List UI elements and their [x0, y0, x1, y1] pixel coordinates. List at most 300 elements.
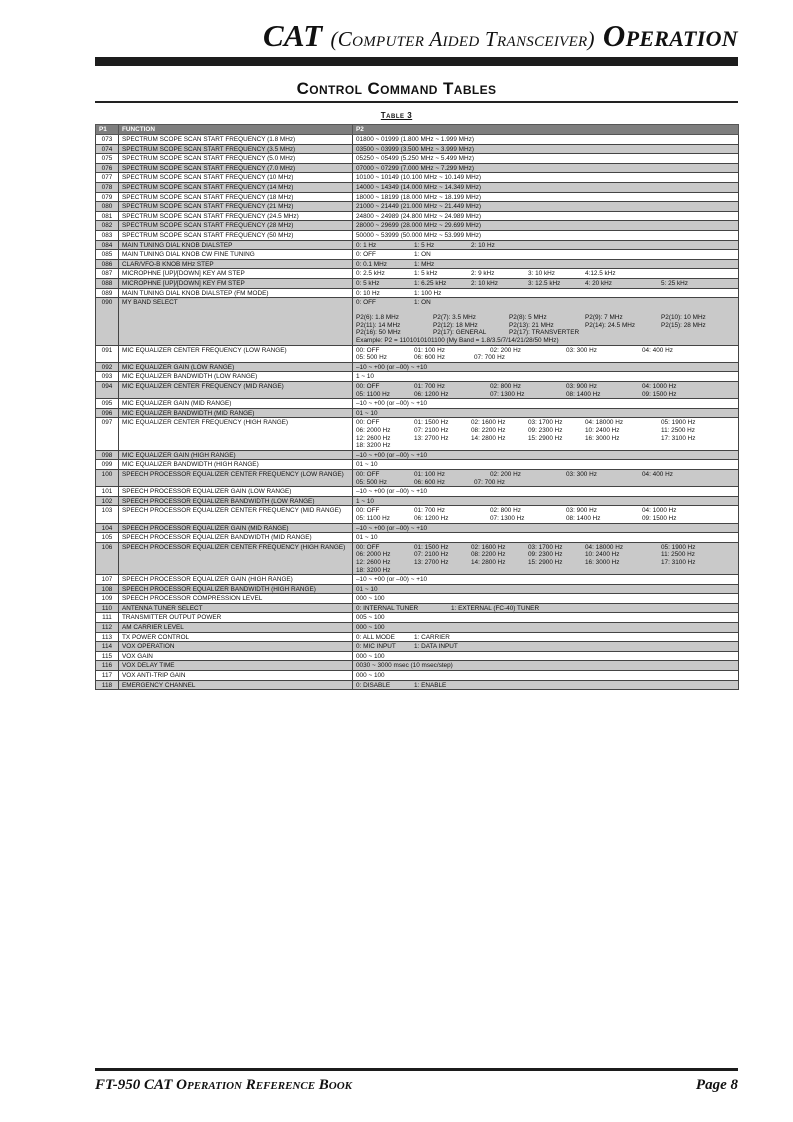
p2-value: 05: 1900 Hz	[661, 543, 696, 551]
row-p1: 093	[96, 372, 119, 382]
p2-value: 1: 5 Hz	[414, 241, 435, 249]
p2-value: 11: 2500 Hz	[661, 427, 695, 434]
table-row	[96, 163, 739, 173]
p2-value: 02: 1600 Hz	[471, 419, 506, 427]
p2-line	[356, 242, 735, 250]
row-function: MICROPHNE [UP]/[DOWN] KEY FM STEP	[119, 278, 353, 288]
row-p2	[353, 182, 739, 192]
p2-line	[356, 364, 735, 372]
row-p1: 092	[96, 362, 119, 372]
row-p1: 118	[96, 680, 119, 690]
page-header	[95, 18, 738, 58]
p2-value: 03: 900 Hz	[566, 507, 597, 515]
row-function: VOX OPERATION	[119, 642, 353, 652]
table-row	[96, 192, 739, 202]
p2-value: 2: 9 kHz	[471, 270, 495, 278]
p2-value: 14: 2800 Hz	[471, 558, 506, 566]
p2-value: 0: MIC INPUT	[356, 643, 396, 651]
p2-value: 01 ~ 10	[356, 585, 378, 593]
p2-value: 0: INTERNAL TUNER	[356, 604, 419, 612]
p2-value: 01800 ~ 01999 (1.800 MHz ~ 1.999 MHz)	[356, 136, 474, 143]
p2-value: 0: 10 Hz	[356, 289, 380, 297]
row-function: MICROPHNE [UP]/[DOWN] KEY AM STEP	[119, 269, 353, 279]
p2-value: 005 ~ 100	[356, 614, 385, 622]
p2-value: 1: DATA INPUT	[414, 643, 458, 651]
p2-value: 05250 ~ 05499 (5.250 MHz ~ 5.499 MHz)	[356, 155, 474, 163]
p2-value: 0030 ~ 3000 msec (10 msec/step)	[356, 662, 453, 670]
p2-value: 06: 600 Hz	[414, 478, 445, 486]
col-header-p1: P1	[96, 125, 119, 135]
p2-value: –10 ~ +00 (or –00) ~ +10	[356, 576, 428, 584]
p2-value: 03: 1700 Hz	[528, 419, 563, 427]
row-p1: 111	[96, 613, 119, 623]
table-row	[96, 651, 739, 661]
row-p2	[353, 506, 739, 523]
row-p1: 107	[96, 575, 119, 585]
title-subtitle: (Computer Aided Transceiver)	[330, 27, 595, 51]
p2-value: 2: 10 kHz	[471, 279, 498, 287]
table-row	[96, 680, 739, 690]
row-p2	[353, 418, 739, 450]
p2-value: 1 ~ 10	[356, 373, 374, 381]
row-function: SPEECH PROCESSOR EQUALIZER CENTER FREQUENCY (LOW RANGE)	[119, 469, 353, 486]
row-function: SPEECH PROCESSOR EQUALIZER GAIN (HIGH RANGE)	[119, 575, 353, 585]
row-p1: 074	[96, 144, 119, 154]
p2-value: –10 ~ +00 (or –00) ~ +10	[356, 363, 428, 371]
row-p2	[353, 469, 739, 486]
table-row	[96, 603, 739, 613]
table-row	[96, 278, 739, 288]
row-p2	[353, 250, 739, 260]
p2-value: 06: 2000 Hz	[356, 427, 391, 434]
p2-value: 1: 6.25 kHz	[414, 279, 447, 287]
p2-line	[356, 383, 735, 391]
row-p1: 076	[96, 163, 119, 173]
table-row	[96, 345, 739, 362]
p2-line	[356, 525, 735, 533]
p2-value: 1: ON	[414, 299, 431, 307]
row-p1: 097	[96, 418, 119, 450]
row-function: SPECTRUM SCOPE SCAN START FREQUENCY (7.0 MHz)	[119, 163, 353, 173]
table-row	[96, 259, 739, 269]
p2-value: 00: OFF	[356, 543, 380, 551]
table-row	[96, 594, 739, 604]
row-p1: 098	[96, 450, 119, 460]
p2-line	[356, 435, 735, 443]
row-function: MAIN TUNING DIAL KNOB CW FINE TUNING	[119, 250, 353, 260]
p2-value: 000 ~ 100	[356, 672, 385, 680]
p2-value: 00: OFF	[356, 470, 380, 478]
p2-line	[356, 605, 735, 613]
p2-value: 02: 1600 Hz	[471, 543, 506, 551]
row-p1: 075	[96, 154, 119, 164]
p2-value: 07: 700 Hz	[474, 354, 505, 362]
row-p1: 103	[96, 506, 119, 523]
p2-value: 02: 200 Hz	[490, 346, 521, 354]
row-p2	[353, 240, 739, 250]
p2-value: –10 ~ +00 (or –00) ~ +10	[356, 488, 428, 496]
p2-line	[356, 452, 735, 460]
p2-value: 1: 100 Hz	[414, 289, 442, 297]
p2-line	[356, 329, 735, 337]
row-p1: 112	[96, 623, 119, 633]
p2-value: 4:12.5 kHz	[585, 270, 616, 278]
p2-value: 15: 2900 Hz	[528, 558, 563, 566]
p2-value: 3: 10 kHz	[528, 270, 555, 278]
row-p2	[353, 173, 739, 183]
p2-line	[356, 373, 735, 381]
p2-line	[356, 410, 735, 418]
p2-value: 07: 1300 Hz	[490, 390, 525, 398]
p2-value: 3: 12.5 kHz	[528, 279, 561, 287]
row-p2	[353, 623, 739, 633]
section-rule	[95, 101, 738, 103]
p2-line	[356, 391, 735, 399]
row-p1: 113	[96, 632, 119, 642]
p2-value: 01: 1500 Hz	[414, 419, 449, 427]
p2-value: 01 ~ 10	[356, 409, 378, 417]
row-p1: 109	[96, 594, 119, 604]
row-p2	[353, 399, 739, 409]
row-p1: 081	[96, 211, 119, 221]
p2-line	[356, 203, 735, 211]
p2-line	[356, 322, 735, 330]
row-p2	[353, 661, 739, 671]
p2-value: P2(15): 28 MHz	[661, 321, 706, 329]
p2-value: 09: 2300 Hz	[528, 427, 563, 434]
row-function: SPEECH PROCESSOR EQUALIZER BANDWIDTH (HIGH RANGE)	[119, 584, 353, 594]
p2-line	[356, 442, 735, 450]
row-function: MIC EQUALIZER GAIN (HIGH RANGE)	[119, 450, 353, 460]
p2-line	[356, 400, 735, 408]
table-row	[96, 288, 739, 298]
p2-value: 08: 1400 Hz	[566, 390, 601, 398]
p2-value: 02: 200 Hz	[490, 470, 521, 478]
p2-value: 04: 1000 Hz	[642, 507, 677, 515]
row-p1: 096	[96, 408, 119, 418]
table-row	[96, 382, 739, 399]
p2-line	[356, 307, 735, 315]
p2-value: 1 ~ 10	[356, 497, 374, 505]
p2-line	[356, 634, 735, 642]
p2-value: 2: 10 Hz	[471, 241, 495, 249]
row-p2	[353, 408, 739, 418]
p2-line	[356, 419, 735, 427]
row-p2	[353, 221, 739, 231]
p2-line	[356, 544, 735, 552]
footer-page-number: Page 8	[695, 1077, 738, 1093]
table-row	[96, 460, 739, 470]
row-function: SPEECH PROCESSOR EQUALIZER CENTER FREQUENCY (HIGH RANGE)	[119, 542, 353, 574]
p2-line	[356, 515, 735, 523]
p2-value: 0: DISABLE	[356, 681, 391, 689]
row-p1: 090	[96, 298, 119, 346]
p2-value: 01: 100 Hz	[414, 470, 445, 478]
p2-line	[356, 155, 735, 163]
section-title: Control Command Tables	[296, 79, 497, 98]
row-function: SPECTRUM SCOPE SCAN START FREQUENCY (14 MHz)	[119, 182, 353, 192]
row-function: VOX ANTI-TRIP GAIN	[119, 671, 353, 681]
p2-value: 00: OFF	[356, 383, 380, 391]
p2-value: 1: ON	[414, 251, 431, 259]
row-p2	[353, 372, 739, 382]
row-p1: 114	[96, 642, 119, 652]
p2-value: P2(13): 21 MHz	[509, 321, 554, 329]
table-row	[96, 399, 739, 409]
row-p2	[353, 680, 739, 690]
p2-value: –10 ~ +00 (or –00) ~ +10	[356, 524, 428, 532]
p2-value: 13: 2700 Hz	[414, 558, 449, 566]
p2-line	[356, 567, 735, 575]
p2-value: 5: 25 kHz	[661, 279, 688, 287]
p2-value: 01: 700 Hz	[414, 507, 445, 515]
table-row	[96, 418, 739, 450]
p2-line	[356, 314, 735, 322]
row-function: MIC EQUALIZER CENTER FREQUENCY (LOW RANGE)	[119, 345, 353, 362]
page-title	[263, 18, 738, 54]
footer-book-name: Operation Reference Book	[176, 1077, 353, 1093]
row-p1: 116	[96, 661, 119, 671]
p2-line	[356, 146, 735, 154]
p2-value: 08: 1400 Hz	[566, 514, 601, 522]
row-p2	[353, 144, 739, 154]
p2-value: –10 ~ +00 (or –00) ~ +10	[356, 400, 428, 408]
p2-value: 06: 600 Hz	[414, 354, 445, 362]
row-p1: 083	[96, 230, 119, 240]
table-row	[96, 408, 739, 418]
footer-rule	[95, 1068, 738, 1071]
row-function: MIC EQUALIZER GAIN (MID RANGE)	[119, 399, 353, 409]
p2-line	[356, 174, 735, 182]
row-p2	[353, 613, 739, 623]
p2-line	[356, 165, 735, 173]
row-p1: 089	[96, 288, 119, 298]
p2-value: P2(10): 10 MHz	[661, 314, 706, 322]
table-row	[96, 372, 739, 382]
p2-value: P2(16): 50 MHz	[356, 329, 401, 337]
table-row	[96, 506, 739, 523]
row-p1: 095	[96, 399, 119, 409]
p2-value: P2(12): 18 MHz	[433, 321, 478, 329]
table-row	[96, 487, 739, 497]
row-p1: 115	[96, 651, 119, 661]
p2-value: P2(14): 24.5 MHz	[585, 321, 636, 329]
row-function: MIC EQUALIZER BANDWIDTH (MID RANGE)	[119, 408, 353, 418]
p2-value: 24800 ~ 24989 (24.800 MHz ~ 24.989 MHz)	[356, 212, 482, 220]
row-p2	[353, 632, 739, 642]
row-p2	[353, 450, 739, 460]
p2-line	[356, 299, 735, 307]
row-p1: 104	[96, 523, 119, 533]
row-p1: 102	[96, 496, 119, 506]
p2-line	[356, 213, 735, 221]
p2-line	[356, 479, 735, 487]
row-p2	[353, 603, 739, 613]
p2-value: 0: OFF	[356, 299, 376, 307]
p2-line	[356, 347, 735, 355]
table-row	[96, 221, 739, 231]
p2-value: P2(8): 5 MHz	[509, 314, 547, 322]
row-p2	[353, 202, 739, 212]
p2-value: 03: 900 Hz	[566, 383, 597, 391]
row-p1: 085	[96, 250, 119, 260]
row-function: MIC EQUALIZER CENTER FREQUENCY (MID RANGE)	[119, 382, 353, 399]
p2-value: 09: 1500 Hz	[642, 514, 677, 522]
table-row	[96, 661, 739, 671]
row-p2	[353, 671, 739, 681]
p2-value: 10100 ~ 10149 (10.100 MHz ~ 10.149 MHz)	[356, 174, 482, 182]
p2-value: 09: 2300 Hz	[528, 551, 563, 559]
row-p2	[353, 230, 739, 240]
p2-line	[356, 576, 735, 584]
row-function: VOX GAIN	[119, 651, 353, 661]
p2-value: 04: 18000 Hz	[585, 543, 624, 551]
row-function: MIC EQUALIZER BANDWIDTH (HIGH RANGE)	[119, 460, 353, 470]
table-caption: Table 3	[380, 111, 413, 120]
table-row	[96, 450, 739, 460]
p2-value: 00: OFF	[356, 346, 380, 354]
row-p1: 084	[96, 240, 119, 250]
p2-value: 0: 1 Hz	[356, 241, 377, 249]
p2-value: 0: OFF	[356, 251, 376, 259]
p2-value: 01: 100 Hz	[414, 346, 445, 354]
table-body	[96, 135, 739, 690]
row-p2	[353, 460, 739, 470]
row-p2	[353, 382, 739, 399]
table-row	[96, 269, 739, 279]
table-header-row	[96, 125, 739, 135]
p2-line	[356, 251, 735, 259]
row-p1: 082	[96, 221, 119, 231]
p2-line	[356, 559, 735, 567]
p2-line	[356, 261, 735, 269]
row-function: SPECTRUM SCOPE SCAN START FREQUENCY (18 MHz)	[119, 192, 353, 202]
row-function: SPECTRUM SCOPE SCAN START FREQUENCY (24.5 MHz)	[119, 211, 353, 221]
p2-line	[356, 551, 735, 559]
p2-value: P2(6): 1.8 MHz	[356, 314, 399, 322]
table-row	[96, 613, 739, 623]
p2-value: 03500 ~ 03999 (3.500 MHz ~ 3.999 MHz)	[356, 145, 474, 153]
row-p1: 079	[96, 192, 119, 202]
p2-value: 02: 800 Hz	[490, 383, 521, 391]
p2-value: 1: CARRIER	[414, 633, 450, 641]
row-p2	[353, 523, 739, 533]
p2-value: 05: 1900 Hz	[661, 419, 696, 427]
table-row	[96, 173, 739, 183]
row-p2	[353, 496, 739, 506]
row-function: SPEECH PROCESSOR EQUALIZER CENTER FREQUENCY (MID RANGE)	[119, 506, 353, 523]
p2-line	[356, 184, 735, 192]
row-function: SPEECH PROCESSOR EQUALIZER GAIN (MID RANGE)	[119, 523, 353, 533]
p2-line	[356, 194, 735, 202]
p2-line	[356, 498, 735, 506]
row-function: MIC EQUALIZER GAIN (LOW RANGE)	[119, 362, 353, 372]
table-row	[96, 469, 739, 486]
p2-value: 50000 ~ 53999 (50.000 MHz ~ 53.999 MHz)	[356, 231, 482, 239]
p2-value: 16: 3000 Hz	[585, 558, 620, 566]
header-rule	[95, 57, 738, 66]
row-p2	[353, 278, 739, 288]
p2-value: 17: 3100 Hz	[661, 558, 696, 566]
p2-line	[356, 427, 735, 435]
table-row	[96, 575, 739, 585]
p2-value: 04: 400 Hz	[642, 346, 673, 354]
row-function: AM CARRIER LEVEL	[119, 623, 353, 633]
table-row	[96, 496, 739, 506]
p2-value: 06: 2000 Hz	[356, 551, 391, 559]
row-function: SPEECH PROCESSOR EQUALIZER GAIN (LOW RANGE)	[119, 487, 353, 497]
p2-value: Example: P2 = 1101010101100 (My Band = 1.8/3.5/7/14/21/28/50 MHz)	[356, 337, 559, 345]
row-p2	[353, 542, 739, 574]
p2-value: 05: 1100 Hz	[356, 390, 390, 398]
row-p1: 080	[96, 202, 119, 212]
table-row	[96, 584, 739, 594]
col-header-p2: P2	[353, 125, 739, 135]
row-p2	[353, 651, 739, 661]
p2-line	[356, 222, 735, 230]
row-p2	[353, 269, 739, 279]
p2-line	[356, 461, 735, 469]
p2-value: 08: 2200 Hz	[471, 551, 506, 559]
row-p2	[353, 642, 739, 652]
row-p2	[353, 192, 739, 202]
p2-value: 05: 500 Hz	[356, 478, 387, 486]
p2-value: 000 ~ 100	[356, 652, 385, 660]
row-p1: 100	[96, 469, 119, 486]
p2-value: 000 ~ 100	[356, 595, 385, 603]
row-function: TRANSMITTER OUTPUT POWER	[119, 613, 353, 623]
table-row	[96, 230, 739, 240]
p2-line	[356, 471, 735, 479]
control-command-table	[95, 124, 739, 690]
p2-value: 10: 2400 Hz	[585, 427, 620, 434]
p2-value: 02: 800 Hz	[490, 507, 521, 515]
p2-value: 21000 ~ 21449 (21.000 MHz ~ 21.449 MHz)	[356, 203, 482, 211]
p2-value: 07000 ~ 07299 (7.000 MHz ~ 7.299 MHz)	[356, 164, 474, 172]
p2-value: 07: 1300 Hz	[490, 514, 525, 522]
p2-value: 05: 1100 Hz	[356, 514, 390, 522]
p2-line	[356, 290, 735, 298]
p2-value: 03: 300 Hz	[566, 346, 597, 354]
row-p2	[353, 594, 739, 604]
p2-value: 14000 ~ 14349 (14.000 MHz ~ 14.349 MHz)	[356, 183, 482, 191]
p2-line	[356, 337, 735, 345]
row-p1: 088	[96, 278, 119, 288]
p2-value: 01: 700 Hz	[414, 383, 445, 391]
p2-value: 4: 20 kHz	[585, 279, 612, 287]
row-p1: 101	[96, 487, 119, 497]
p2-value: 0: 0.1 MHz	[356, 260, 387, 268]
row-function: SPECTRUM SCOPE SCAN START FREQUENCY (5.0 MHz)	[119, 154, 353, 164]
p2-value: P2(9): 7 MHz	[585, 314, 623, 322]
p2-value: 03: 1700 Hz	[528, 543, 563, 551]
footer-book-title	[95, 1077, 352, 1094]
table-row	[96, 542, 739, 574]
row-p2	[353, 533, 739, 543]
p2-line	[356, 653, 735, 661]
row-function: EMERGENCY CHANNEL	[119, 680, 353, 690]
p2-value: 17: 3100 Hz	[661, 434, 696, 442]
row-p2	[353, 298, 739, 346]
col-header-function: FUNCTION	[119, 125, 353, 135]
row-p2	[353, 575, 739, 585]
row-p1: 086	[96, 259, 119, 269]
title-operation: Operation	[602, 18, 738, 53]
p2-value: 18000 ~ 18199 (18.000 MHz ~ 18.199 MHz)	[356, 193, 482, 201]
table-row	[96, 362, 739, 372]
p2-value: 0: ALL MODE	[356, 633, 395, 641]
row-function: MIC EQUALIZER CENTER FREQUENCY (HIGH RANGE)	[119, 418, 353, 450]
